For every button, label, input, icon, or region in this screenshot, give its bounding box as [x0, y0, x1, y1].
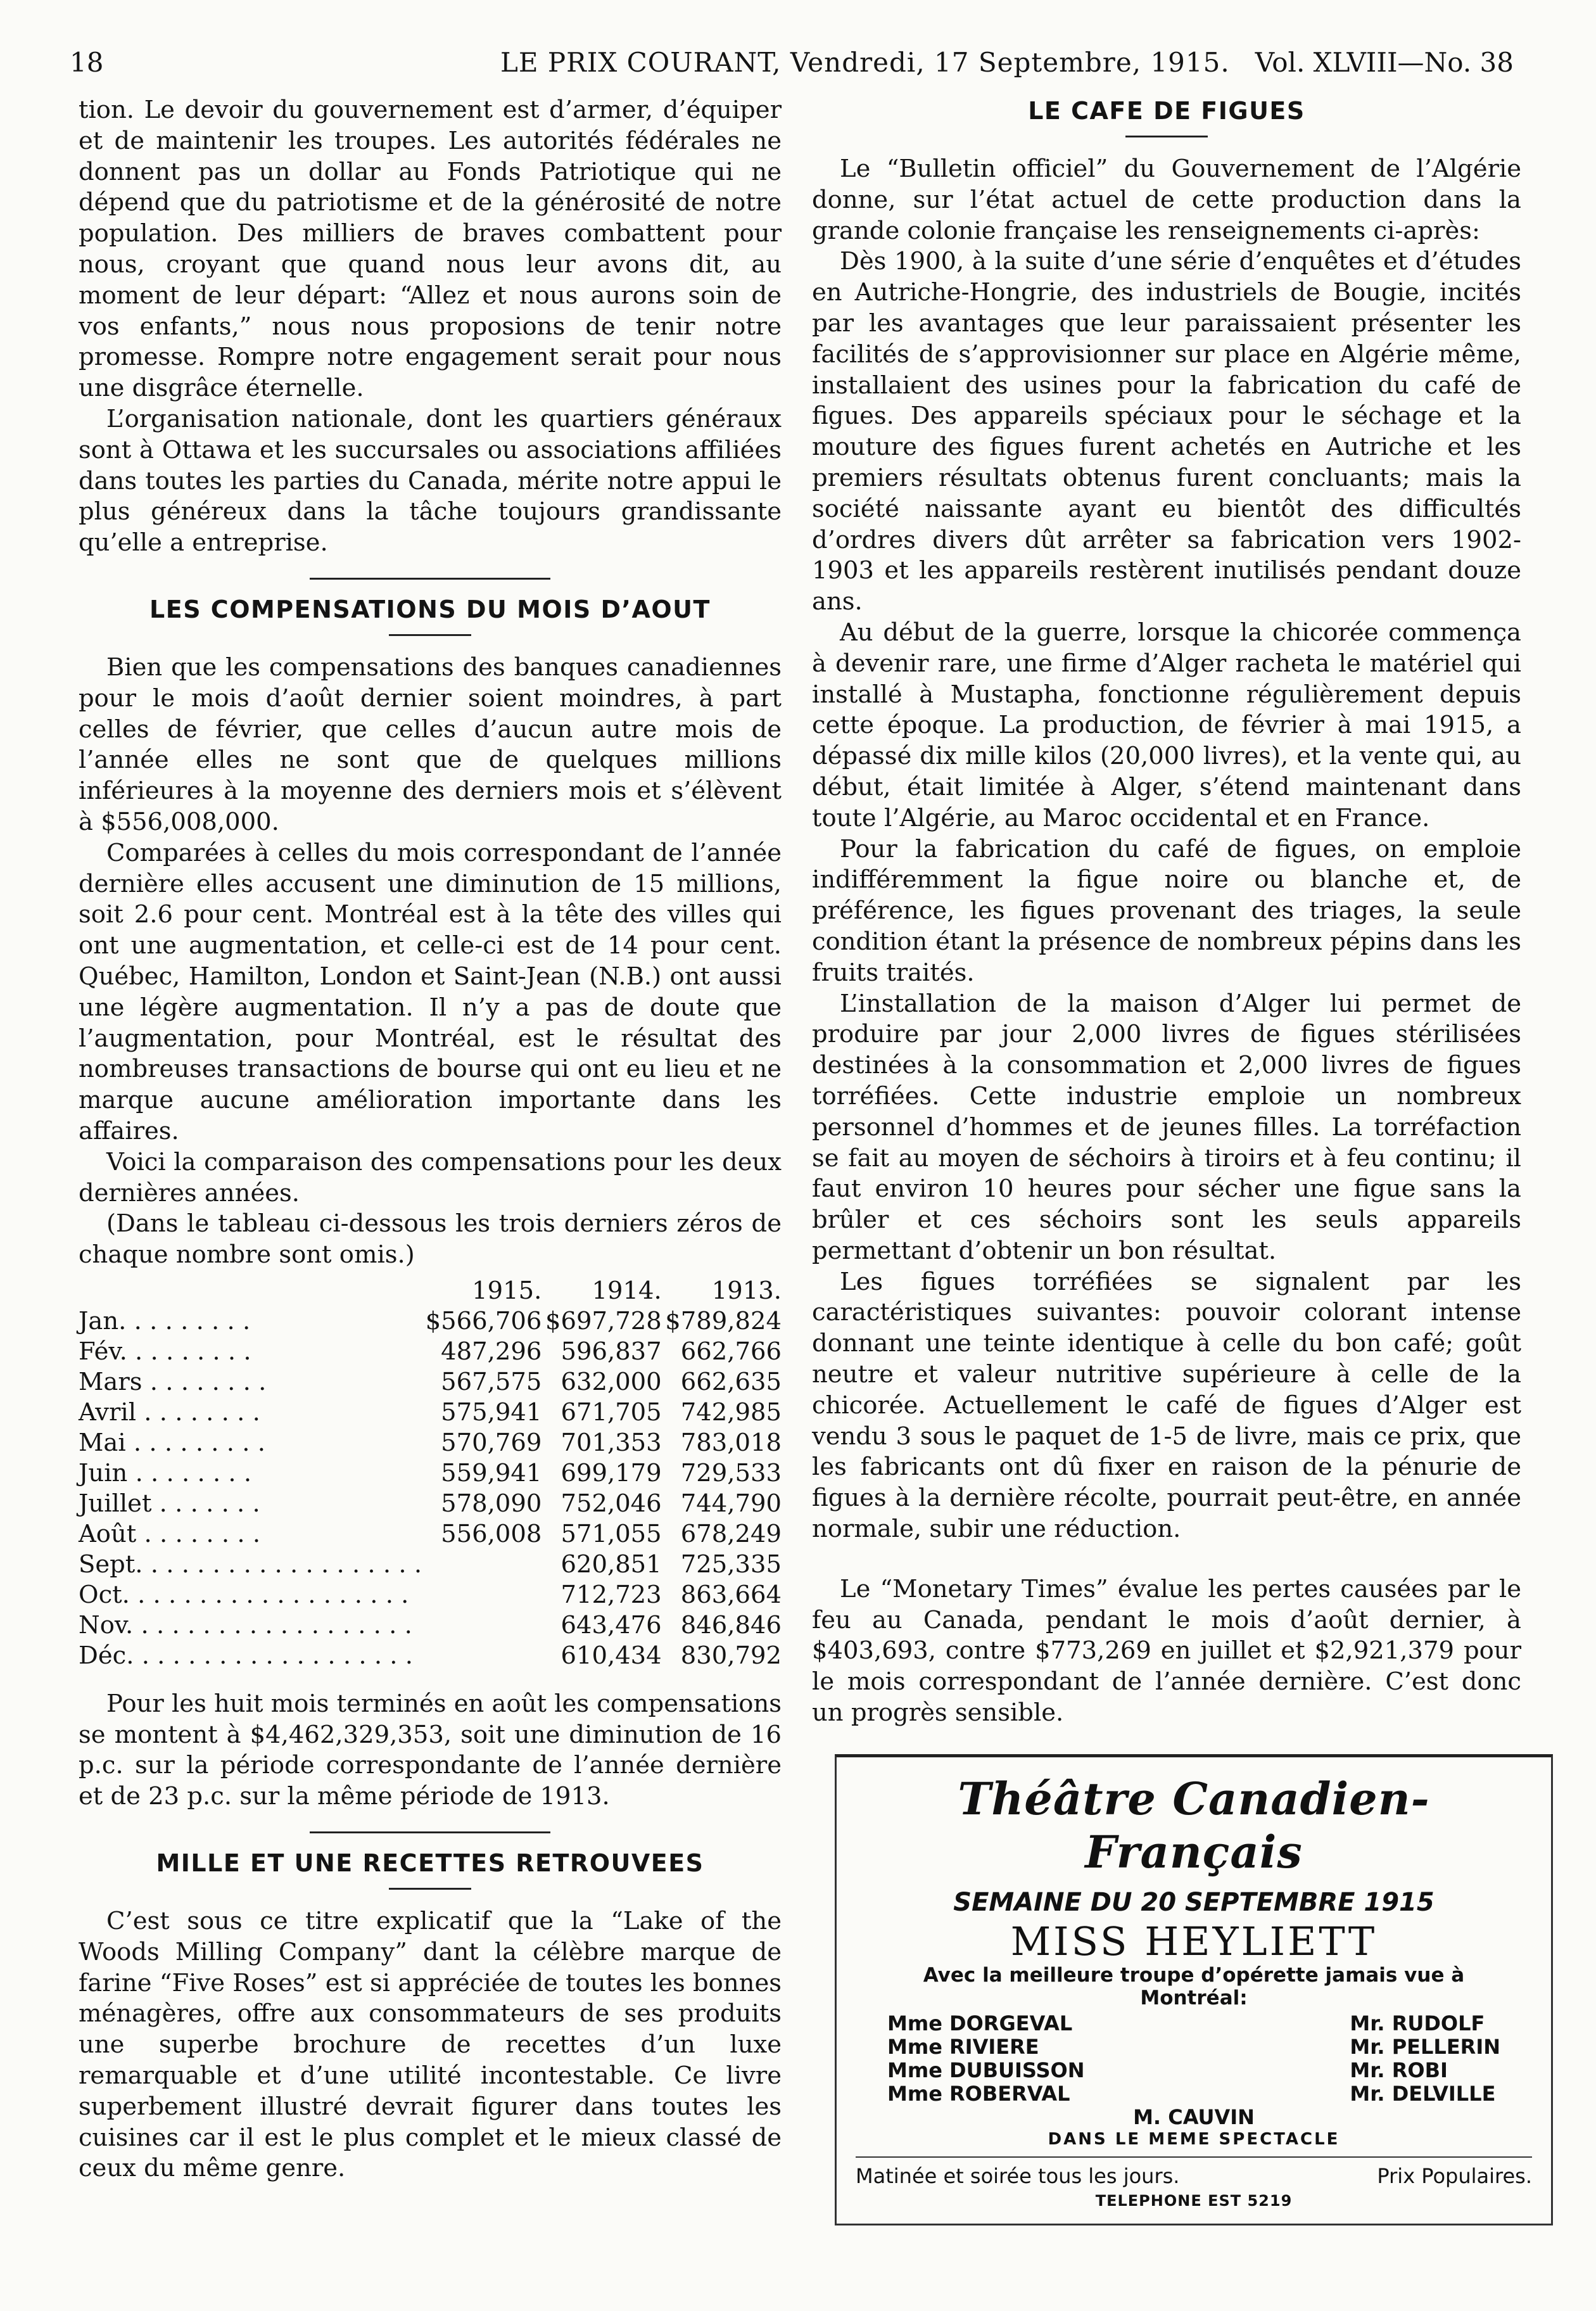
- clearings-table: [79, 1276, 782, 1671]
- ad-schedule: Matinée et soirée tous les jours.: [856, 2163, 1180, 2188]
- table-row: [79, 1610, 782, 1641]
- paragraph: Le “Bulletin officiel” du Gouvernement de l’Algérie donne, sur l’état actuel de cette production dans la grande colonie française les renseignements ci-après:: [812, 155, 1521, 245]
- section-divider: [310, 1831, 550, 1833]
- value-1914: 701,353: [560, 1428, 662, 1457]
- table-row: [79, 1550, 782, 1580]
- paragraph: Au début de la guerre, lorsque la chicorée commença à devenir rare, une firme d’Alger racheta le matériel qui installé à Mustapha, fonctionne régulièrement depuis cette époque. La production, de février à mai 1915, a dépassé dix mille kilos (20,000 livres), et la vente qui, au début, était limitée à Alger, s’étend maintenant dans toute l’Algérie, au Maroc occidental et en France.: [812, 618, 1521, 832]
- ad-same-show: DANS LE MEME SPECTACLE: [1048, 2129, 1340, 2149]
- table-row: [79, 1489, 782, 1519]
- paragraph: C’est sous ce titre explicatif que la “Lake of the Woods Milling Company” dant la célèbre marque de farine “Five Roses” est si appréciée de toutes les bonnes ménagères, offre aux consommateurs de ses produits une superbe brochure de recettes d’un luxe remarquable et d’une utilité incontestable. Ce livre superbement illustré devrait figurer dans toutes les cuisines car il est le plus complet et le mieux classé de ceux du même genre.: [79, 1907, 782, 2183]
- paragraph: L’installation de la maison d’Alger lui permet de produire par jour 2,000 livres de figues stérilisées destinées à la consommation et 2,000 livres de figues torréfiées. Cette industrie emploie un nombreux personnel d’hommes et de jeunes filles. La torréfaction se fait au moyen de séchoirs à tiroirs et à feu continu; il faut environ 10 heures pour sécher une figue sans la brûler et ces séchoirs sont les seuls appareils permettant d’obtenir un bon résultat.: [812, 989, 1521, 1265]
- value-1914: 752,046: [560, 1489, 662, 1518]
- ad-footer: [856, 2164, 1532, 2188]
- value-1915: [422, 1550, 542, 1580]
- value-1913: 744,790: [680, 1489, 782, 1518]
- month-cell: Sept. . . . . . . . . . . . . . . . . . .: [79, 1550, 422, 1579]
- year-header: 1913.: [711, 1276, 782, 1305]
- paragraph: Comparées à celles du mois correspondant de l’année dernière elles accusent une diminution de 15 millions, soit 2.6 pour cent. Montréal est à la tête des villes qui ont une augmentation, et celle-ci est de 14 pour cent. Québec, Hamilton, London et Saint-Jean (N.B.) ont aussi une légère augmentation. Il n’y a pas de doute que l’augmentation, pour Montréal, est le résultat des nombreuses transactions de bourse qui ont eu lieu et ne marque aucune amélioration importante dans les affaires.: [79, 838, 782, 1145]
- month-cell: Nov. . . . . . . . . . . . . . . . . . .: [79, 1610, 412, 1639]
- theatre-advertisement: [835, 1754, 1553, 2225]
- publication-line: LE PRIX COURANT, Vendredi, 17 Septembre, 1915.: [500, 47, 1230, 78]
- table-row: [79, 1428, 782, 1458]
- ad-cast-left: [887, 2012, 1085, 2106]
- ad-troupe-line: Avec la meilleure troupe d’opérette jamais vue à: [923, 1963, 1465, 1987]
- volume-number: Vol. XLVIII—No. 38: [1255, 47, 1514, 78]
- value-1914: 643,476: [560, 1610, 662, 1639]
- table-row: [79, 1519, 782, 1550]
- paragraph: Le “Monetary Times” évalue les pertes causées par le feu au Canada, pendant le mois d’août dernier, à $403,693, contre $773,269 en juillet et $2,921,379 pour le mois correspondant de l’année dernière. C’est donc un progrès sensible.: [812, 1574, 1521, 1728]
- cast-member: Mme DUBUISSON: [887, 2058, 1085, 2082]
- month-cell: Déc. . . . . . . . . . . . . . . . . . .: [79, 1641, 414, 1670]
- month-cell: Oct. . . . . . . . . . . . . . . . . . .: [79, 1580, 409, 1609]
- paragraph: Pour les huit mois terminés en août les compensations se montent à $4,462,329,353, soit une diminution de 16 p.c. sur la période correspondante de l’année dernière et de 23 p.c. sur la même période de 1913.: [79, 1689, 782, 1811]
- ad-extra-cast: M. CAUVIN: [1133, 2104, 1255, 2129]
- cast-member: Mme RIVIERE: [887, 2034, 1039, 2059]
- ad-telephone: TELEPHONE EST 5219: [1095, 2191, 1293, 2210]
- paragraph: Bien que les compensations des banques canadiennes pour le mois d’août dernier soient moindres, à part celles de février, que celles d’aucun autre mois de l’année elles ne sont que de quelques millions inférieures à la moyenne des derniers mois et s’élèvent à $556,008,000.: [79, 653, 782, 836]
- value-1913: $789,824: [665, 1306, 782, 1335]
- right-column: [812, 95, 1532, 2225]
- left-column: [79, 95, 782, 2184]
- month-cell: Jan. . . . . . . . .: [79, 1306, 251, 1335]
- value-1915: 578,090: [441, 1489, 542, 1518]
- paragraph: Voici la comparaison des compensations pour les deux dernières années.: [79, 1147, 782, 1207]
- ad-troupe-line: Montréal:: [1140, 1986, 1248, 2009]
- value-1915: [422, 1580, 542, 1610]
- cast-member: Mme ROBERVAL: [887, 2081, 1070, 2106]
- ad-star-name: MISS HEYLIETT: [1010, 1918, 1378, 1964]
- month-cell: Mai . . . . . . . . .: [79, 1428, 265, 1457]
- value-1913: 742,985: [680, 1397, 782, 1427]
- section-title-compensations: LES COMPENSATIONS DU MOIS D’AOUT: [149, 595, 711, 623]
- ad-cast-right: [1350, 2012, 1500, 2106]
- table-header-row: [79, 1276, 782, 1306]
- paragraph: tion. Le devoir du gouvernement est d’armer, d’équiper et de maintenir les troupes. Les autorités fédérales ne donnent pas un dollar au Fonds Patriotique qui ne dépend que du patriotisme et de la générosité de notre population. Des milliers de braves combattent pour nous, croyant que quand nous leur avons dit, au moment de leur départ: “Allez et nous aurons soin de vos enfants,” nous nous proposions de tenir notre promesse. Rompre notre engagement serait pour nous une disgrâce éternelle.: [79, 96, 782, 403]
- page-header: [70, 41, 1514, 85]
- cast-member: Mr. ROBI: [1350, 2058, 1448, 2082]
- value-1913: 662,635: [680, 1367, 782, 1396]
- value-1913: 846,846: [680, 1610, 782, 1639]
- value-1915: [422, 1641, 542, 1671]
- ad-divider: [856, 2156, 1532, 2158]
- value-1915: 570,769: [441, 1428, 542, 1457]
- section-divider: [310, 578, 550, 580]
- month-cell: Fév. . . . . . . . .: [79, 1337, 251, 1366]
- table-row: [79, 1580, 782, 1610]
- value-1914: 699,179: [560, 1458, 662, 1487]
- value-1913: 783,018: [680, 1428, 782, 1457]
- value-1915: 559,941: [441, 1458, 542, 1487]
- value-1914: 571,055: [560, 1519, 662, 1548]
- value-1914: 671,705: [560, 1397, 662, 1427]
- year-header: 1914.: [592, 1276, 662, 1305]
- value-1915: 575,941: [441, 1397, 542, 1427]
- section-title-cafe: LE CAFE DE FIGUES: [1028, 97, 1305, 125]
- paragraph: Pour la fabrication du café de figues, on emploie indifféremment la figue noire ou blanche et, de préférence, les figues provenant des triages, la seule condition étant la présence de nombreux pépins dans les fruits traités.: [812, 834, 1521, 987]
- paragraph: L’organisation nationale, dont les quartiers généraux sont à Ottawa et les succursales ou associations affiliées dans toutes les parties du Canada, mérite notre appui le plus généreux dans la tâche toujours grandissante qu’elle a entreprise.: [79, 404, 782, 557]
- value-1914: 620,851: [560, 1550, 662, 1579]
- page-number: 18: [70, 47, 104, 78]
- table-row: [79, 1367, 782, 1397]
- month-cell: Avril . . . . . . . .: [79, 1397, 260, 1427]
- paragraph: Les figues torréfiées se signalent par les caractéristiques suivantes: pouvoir colorant intense donnant une teinte identique à celle du bon café; goût neutre et valeur nutritive supérieure à celle de la chicorée. Actuellement le café de figues d’Alger est vendu 3 sous le paquet de 1-5 de livre, mais ce prix, que les fabricants ont dû fixer en raison de la pénurie de figues à la dernière récolte, pourrait peut-être, en année normale, subir une réduction.: [812, 1267, 1521, 1544]
- value-1914: 632,000: [560, 1367, 662, 1396]
- title-underline: [389, 634, 471, 636]
- cast-member: Mme DORGEVAL: [887, 2011, 1073, 2035]
- value-1913: 725,335: [680, 1550, 782, 1579]
- table-row: [79, 1337, 782, 1367]
- spacer: [812, 1558, 1521, 1559]
- table-row: [79, 1641, 782, 1671]
- title-underline: [1125, 136, 1208, 137]
- title-underline: [389, 1888, 471, 1890]
- value-1914: 596,837: [560, 1337, 662, 1366]
- table-row: [79, 1397, 782, 1428]
- value-1914: 610,434: [560, 1641, 662, 1670]
- value-1913: 830,792: [680, 1641, 782, 1670]
- month-cell: Mars . . . . . . . .: [79, 1367, 267, 1396]
- month-cell: Juin . . . . . . . .: [79, 1458, 252, 1487]
- value-1915: 567,575: [441, 1367, 542, 1396]
- paragraph: (Dans le tableau ci-dessous les trois derniers zéros de chaque nombre sont omis.): [79, 1209, 782, 1270]
- ad-week: SEMAINE DU 20 SEPTEMBRE 1915: [953, 1887, 1434, 1917]
- ad-prices: Prix Populaires.: [1377, 2163, 1532, 2188]
- cast-member: Mr. PELLERIN: [1350, 2034, 1500, 2059]
- month-cell: Août . . . . . . . .: [79, 1519, 261, 1548]
- value-1913: 729,533: [680, 1458, 782, 1487]
- paragraph: Dès 1900, à la suite d’une série d’enquêtes et d’études en Autriche-Hongrie, des industriels de Bougie, incités par les avantages que leur paraissaient présenter les facilités de s’approvisionner sur place en Algérie même, installaient des usines pour la fabrication du café de figues. Des appareils spéciaux pour le séchage et la mouture des figues furent achetés en Autriche et les premiers résultats obtenus furent concluants; mais la société naissante ayant eu bientôt des difficultés d’ordres divers dût arrêter sa fabrication vers 1902-1903 et les appareils restèrent inutilisés pendant douze ans.: [812, 247, 1521, 616]
- table-row: [79, 1458, 782, 1489]
- value-1913: 678,249: [680, 1519, 782, 1548]
- value-1913: 863,664: [680, 1580, 782, 1609]
- cast-member: Mr. RUDOLF: [1350, 2011, 1485, 2035]
- cast-member: Mr. DELVILLE: [1350, 2081, 1496, 2106]
- section-title-recettes: MILLE ET UNE RECETTES RETROUVEES: [156, 1849, 704, 1878]
- value-1914: $697,728: [545, 1306, 662, 1335]
- value-1915: [422, 1610, 542, 1641]
- value-1913: 662,766: [680, 1337, 782, 1366]
- table-row: [79, 1306, 782, 1337]
- ad-cast: [887, 2012, 1500, 2106]
- year-header: 1915.: [472, 1276, 542, 1305]
- value-1915: 487,296: [441, 1337, 542, 1366]
- value-1915: $566,706: [425, 1306, 542, 1335]
- ad-brand: Théâtre Canadien-Français: [958, 1772, 1430, 1878]
- value-1915: 556,008: [441, 1519, 542, 1548]
- month-cell: Juillet . . . . . . .: [79, 1489, 260, 1518]
- value-1914: 712,723: [560, 1580, 662, 1609]
